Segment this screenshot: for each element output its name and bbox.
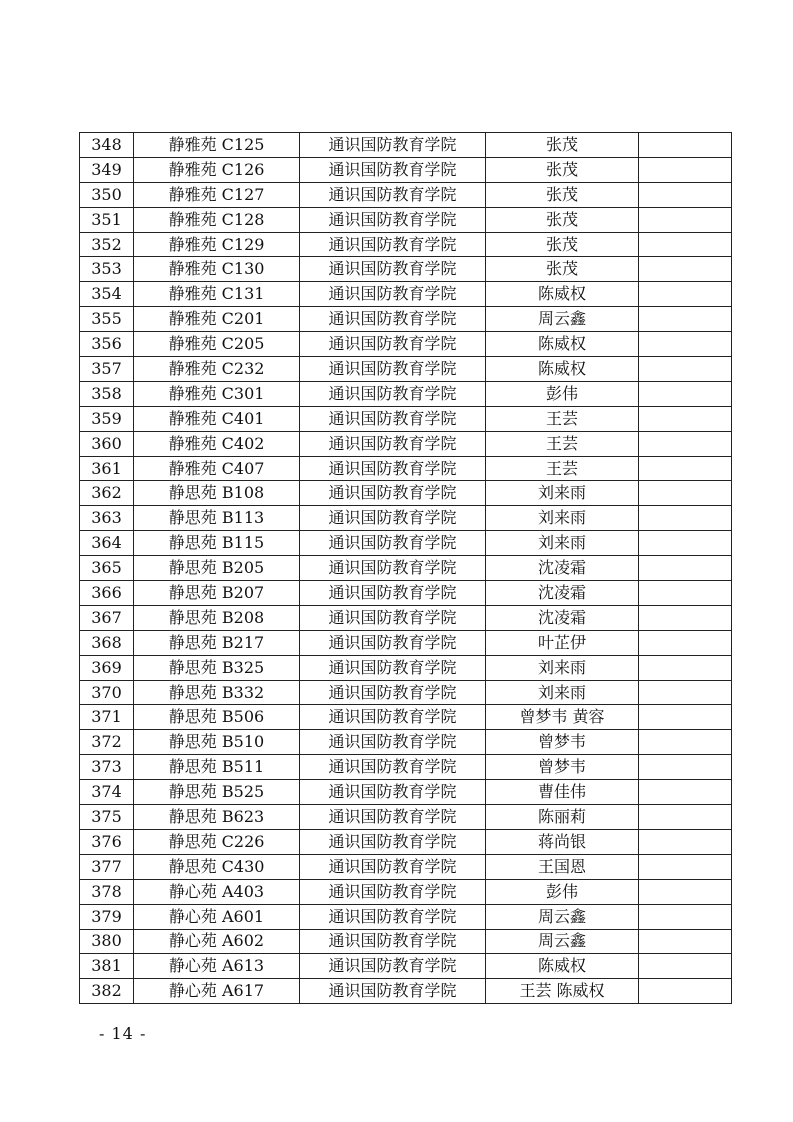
table-row	[80, 531, 732, 556]
college-cell: 通识国防教育学院	[300, 182, 486, 207]
college-cell: 通识国防教育学院	[300, 630, 486, 655]
room-cell: 静心苑 A403	[134, 879, 300, 904]
row-number-cell: 348	[80, 133, 134, 158]
table-row	[80, 481, 732, 506]
college-cell: 通识国防教育学院	[300, 730, 486, 755]
remark-cell	[639, 755, 732, 780]
row-number-cell: 356	[80, 332, 134, 357]
table-row	[80, 705, 732, 730]
staff-name-cell: 刘来雨	[486, 680, 639, 705]
row-number-cell: 351	[80, 207, 134, 232]
row-number-cell: 371	[80, 705, 134, 730]
room-cell: 静思苑 B205	[134, 556, 300, 581]
table-row	[80, 755, 732, 780]
remark-cell	[639, 431, 732, 456]
remark-cell	[639, 182, 732, 207]
row-number-cell: 378	[80, 879, 134, 904]
remark-cell	[639, 207, 732, 232]
staff-name-cell: 王芸	[486, 431, 639, 456]
staff-name-cell: 张茂	[486, 182, 639, 207]
staff-name-cell: 沈凌霜	[486, 556, 639, 581]
staff-name-cell: 蒋尚银	[486, 829, 639, 854]
room-cell: 静心苑 A617	[134, 979, 300, 1004]
row-number-cell: 359	[80, 406, 134, 431]
staff-name-cell: 王国恩	[486, 854, 639, 879]
row-number-cell: 382	[80, 979, 134, 1004]
college-cell: 通识国防教育学院	[300, 506, 486, 531]
row-number-cell: 366	[80, 581, 134, 606]
room-cell: 静思苑 B332	[134, 680, 300, 705]
room-cell: 静思苑 B623	[134, 805, 300, 830]
staff-name-cell: 王芸	[486, 406, 639, 431]
college-cell: 通识国防教育学院	[300, 854, 486, 879]
row-number-cell: 355	[80, 307, 134, 332]
remark-cell	[639, 705, 732, 730]
row-number-cell: 376	[80, 829, 134, 854]
table-row	[80, 506, 732, 531]
room-cell: 静雅苑 C201	[134, 307, 300, 332]
college-cell: 通识国防教育学院	[300, 133, 486, 158]
remark-cell	[639, 282, 732, 307]
table-row	[80, 829, 732, 854]
room-cell: 静雅苑 C402	[134, 431, 300, 456]
table-row	[80, 581, 732, 606]
remark-cell	[639, 406, 732, 431]
college-cell: 通识国防教育学院	[300, 829, 486, 854]
table-row	[80, 456, 732, 481]
room-cell: 静雅苑 C401	[134, 406, 300, 431]
table-row	[80, 805, 732, 830]
remark-cell	[639, 133, 732, 158]
remark-cell	[639, 630, 732, 655]
college-cell: 通识国防教育学院	[300, 780, 486, 805]
table-row	[80, 929, 732, 954]
remark-cell	[639, 854, 732, 879]
room-cell: 静思苑 C430	[134, 854, 300, 879]
table-row	[80, 307, 732, 332]
room-cell: 静思苑 B525	[134, 780, 300, 805]
staff-name-cell: 周云鑫	[486, 929, 639, 954]
remark-cell	[639, 357, 732, 382]
remark-cell	[639, 157, 732, 182]
room-cell: 静思苑 B325	[134, 655, 300, 680]
table-row	[80, 780, 732, 805]
college-cell: 通识国防教育学院	[300, 232, 486, 257]
table-row	[80, 605, 732, 630]
remark-cell	[639, 232, 732, 257]
room-cell: 静思苑 B217	[134, 630, 300, 655]
table-row	[80, 357, 732, 382]
table-row	[80, 730, 732, 755]
row-number-cell: 350	[80, 182, 134, 207]
room-cell: 静心苑 A613	[134, 954, 300, 979]
table-row	[80, 879, 732, 904]
row-number-cell: 358	[80, 381, 134, 406]
row-number-cell: 360	[80, 431, 134, 456]
row-number-cell: 361	[80, 456, 134, 481]
row-number-cell: 364	[80, 531, 134, 556]
row-number-cell: 353	[80, 257, 134, 282]
college-cell: 通识国防教育学院	[300, 307, 486, 332]
row-number-cell: 372	[80, 730, 134, 755]
room-cell: 静思苑 B510	[134, 730, 300, 755]
room-cell: 静雅苑 C205	[134, 332, 300, 357]
remark-cell	[639, 605, 732, 630]
remark-cell	[639, 332, 732, 357]
row-number-cell: 363	[80, 506, 134, 531]
room-cell: 静思苑 C226	[134, 829, 300, 854]
row-number-cell: 362	[80, 481, 134, 506]
college-cell: 通识国防教育学院	[300, 979, 486, 1004]
remark-cell	[639, 979, 732, 1004]
college-cell: 通识国防教育学院	[300, 581, 486, 606]
room-cell: 静雅苑 C130	[134, 257, 300, 282]
staff-name-cell: 陈威权	[486, 282, 639, 307]
college-cell: 通识国防教育学院	[300, 207, 486, 232]
table-row	[80, 655, 732, 680]
row-number-cell: 377	[80, 854, 134, 879]
table-row	[80, 207, 732, 232]
row-number-cell: 370	[80, 680, 134, 705]
table-row	[80, 431, 732, 456]
remark-cell	[639, 780, 732, 805]
row-number-cell: 373	[80, 755, 134, 780]
room-cell: 静雅苑 C125	[134, 133, 300, 158]
room-cell: 静思苑 B108	[134, 481, 300, 506]
row-number-cell: 375	[80, 805, 134, 830]
staff-name-cell: 叶芷伊	[486, 630, 639, 655]
table-row	[80, 406, 732, 431]
table-row	[80, 332, 732, 357]
staff-name-cell: 王芸 陈威权	[486, 979, 639, 1004]
remark-cell	[639, 929, 732, 954]
staff-name-cell: 刘来雨	[486, 531, 639, 556]
staff-name-cell: 张茂	[486, 257, 639, 282]
staff-name-cell: 曹佳伟	[486, 780, 639, 805]
staff-name-cell: 沈凌霜	[486, 581, 639, 606]
staff-name-cell: 陈威权	[486, 954, 639, 979]
college-cell: 通识国防教育学院	[300, 680, 486, 705]
college-cell: 通识国防教育学院	[300, 157, 486, 182]
remark-cell	[639, 581, 732, 606]
room-cell: 静思苑 B208	[134, 605, 300, 630]
college-cell: 通识国防教育学院	[300, 481, 486, 506]
room-cell: 静雅苑 C128	[134, 207, 300, 232]
college-cell: 通识国防教育学院	[300, 357, 486, 382]
table-row	[80, 904, 732, 929]
staff-name-cell: 彭伟	[486, 879, 639, 904]
room-cell: 静思苑 B207	[134, 581, 300, 606]
table-row	[80, 282, 732, 307]
remark-cell	[639, 556, 732, 581]
remark-cell	[639, 680, 732, 705]
remark-cell	[639, 879, 732, 904]
college-cell: 通识国防教育学院	[300, 257, 486, 282]
room-cell: 静思苑 B506	[134, 705, 300, 730]
table-row	[80, 680, 732, 705]
staff-name-cell: 刘来雨	[486, 481, 639, 506]
college-cell: 通识国防教育学院	[300, 332, 486, 357]
table-row	[80, 556, 732, 581]
remark-cell	[639, 257, 732, 282]
row-number-cell: 352	[80, 232, 134, 257]
staff-name-cell: 张茂	[486, 207, 639, 232]
row-number-cell: 349	[80, 157, 134, 182]
row-number-cell: 369	[80, 655, 134, 680]
room-cell: 静雅苑 C301	[134, 381, 300, 406]
room-cell: 静心苑 A601	[134, 904, 300, 929]
page-number: - 14 -	[99, 1024, 147, 1043]
staff-name-cell: 彭伟	[486, 381, 639, 406]
college-cell: 通识国防教育学院	[300, 556, 486, 581]
college-cell: 通识国防教育学院	[300, 406, 486, 431]
room-cell: 静思苑 B511	[134, 755, 300, 780]
college-cell: 通识国防教育学院	[300, 954, 486, 979]
table-row	[80, 157, 732, 182]
college-cell: 通识国防教育学院	[300, 531, 486, 556]
staff-name-cell: 张茂	[486, 157, 639, 182]
table-row	[80, 630, 732, 655]
college-cell: 通识国防教育学院	[300, 805, 486, 830]
staff-name-cell: 陈丽莉	[486, 805, 639, 830]
college-cell: 通识国防教育学院	[300, 705, 486, 730]
remark-cell	[639, 655, 732, 680]
table-row	[80, 133, 732, 158]
college-cell: 通识国防教育学院	[300, 904, 486, 929]
room-cell: 静雅苑 C407	[134, 456, 300, 481]
room-cell: 静心苑 A602	[134, 929, 300, 954]
row-number-cell: 368	[80, 630, 134, 655]
staff-name-cell: 张茂	[486, 232, 639, 257]
college-cell: 通识国防教育学院	[300, 282, 486, 307]
row-number-cell: 381	[80, 954, 134, 979]
college-cell: 通识国防教育学院	[300, 655, 486, 680]
remark-cell	[639, 954, 732, 979]
row-number-cell: 374	[80, 780, 134, 805]
remark-cell	[639, 730, 732, 755]
room-cell: 静思苑 B115	[134, 531, 300, 556]
table-row	[80, 257, 732, 282]
staff-name-cell: 陈威权	[486, 332, 639, 357]
staff-name-cell: 陈威权	[486, 357, 639, 382]
college-cell: 通识国防教育学院	[300, 755, 486, 780]
row-number-cell: 367	[80, 605, 134, 630]
staff-name-cell: 刘来雨	[486, 506, 639, 531]
room-cell: 静雅苑 C127	[134, 182, 300, 207]
row-number-cell: 365	[80, 556, 134, 581]
room-cell: 静雅苑 C129	[134, 232, 300, 257]
staff-name-cell: 沈凌霜	[486, 605, 639, 630]
remark-cell	[639, 307, 732, 332]
room-cell: 静思苑 B113	[134, 506, 300, 531]
remark-cell	[639, 904, 732, 929]
remark-cell	[639, 531, 732, 556]
table-row	[80, 854, 732, 879]
staff-name-cell: 刘来雨	[486, 655, 639, 680]
remark-cell	[639, 829, 732, 854]
college-cell: 通识国防教育学院	[300, 605, 486, 630]
college-cell: 通识国防教育学院	[300, 456, 486, 481]
college-cell: 通识国防教育学院	[300, 431, 486, 456]
staff-name-cell: 周云鑫	[486, 307, 639, 332]
room-cell: 静雅苑 C131	[134, 282, 300, 307]
staff-name-cell: 曾梦韦	[486, 755, 639, 780]
staff-name-cell: 曾梦韦 黄容	[486, 705, 639, 730]
remark-cell	[639, 456, 732, 481]
row-number-cell: 380	[80, 929, 134, 954]
remark-cell	[639, 506, 732, 531]
table-row	[80, 954, 732, 979]
staff-name-cell: 周云鑫	[486, 904, 639, 929]
row-number-cell: 354	[80, 282, 134, 307]
staff-name-cell: 曾梦韦	[486, 730, 639, 755]
table-row	[80, 182, 732, 207]
dormitory-assignment-table	[79, 132, 732, 1004]
room-cell: 静雅苑 C232	[134, 357, 300, 382]
row-number-cell: 379	[80, 904, 134, 929]
college-cell: 通识国防教育学院	[300, 879, 486, 904]
table-row	[80, 381, 732, 406]
table-row	[80, 979, 732, 1004]
staff-name-cell: 王芸	[486, 456, 639, 481]
college-cell: 通识国防教育学院	[300, 929, 486, 954]
row-number-cell: 357	[80, 357, 134, 382]
table-row	[80, 232, 732, 257]
table-body	[80, 133, 732, 1004]
remark-cell	[639, 381, 732, 406]
remark-cell	[639, 805, 732, 830]
college-cell: 通识国防教育学院	[300, 381, 486, 406]
staff-name-cell: 张茂	[486, 133, 639, 158]
room-cell: 静雅苑 C126	[134, 157, 300, 182]
remark-cell	[639, 481, 732, 506]
